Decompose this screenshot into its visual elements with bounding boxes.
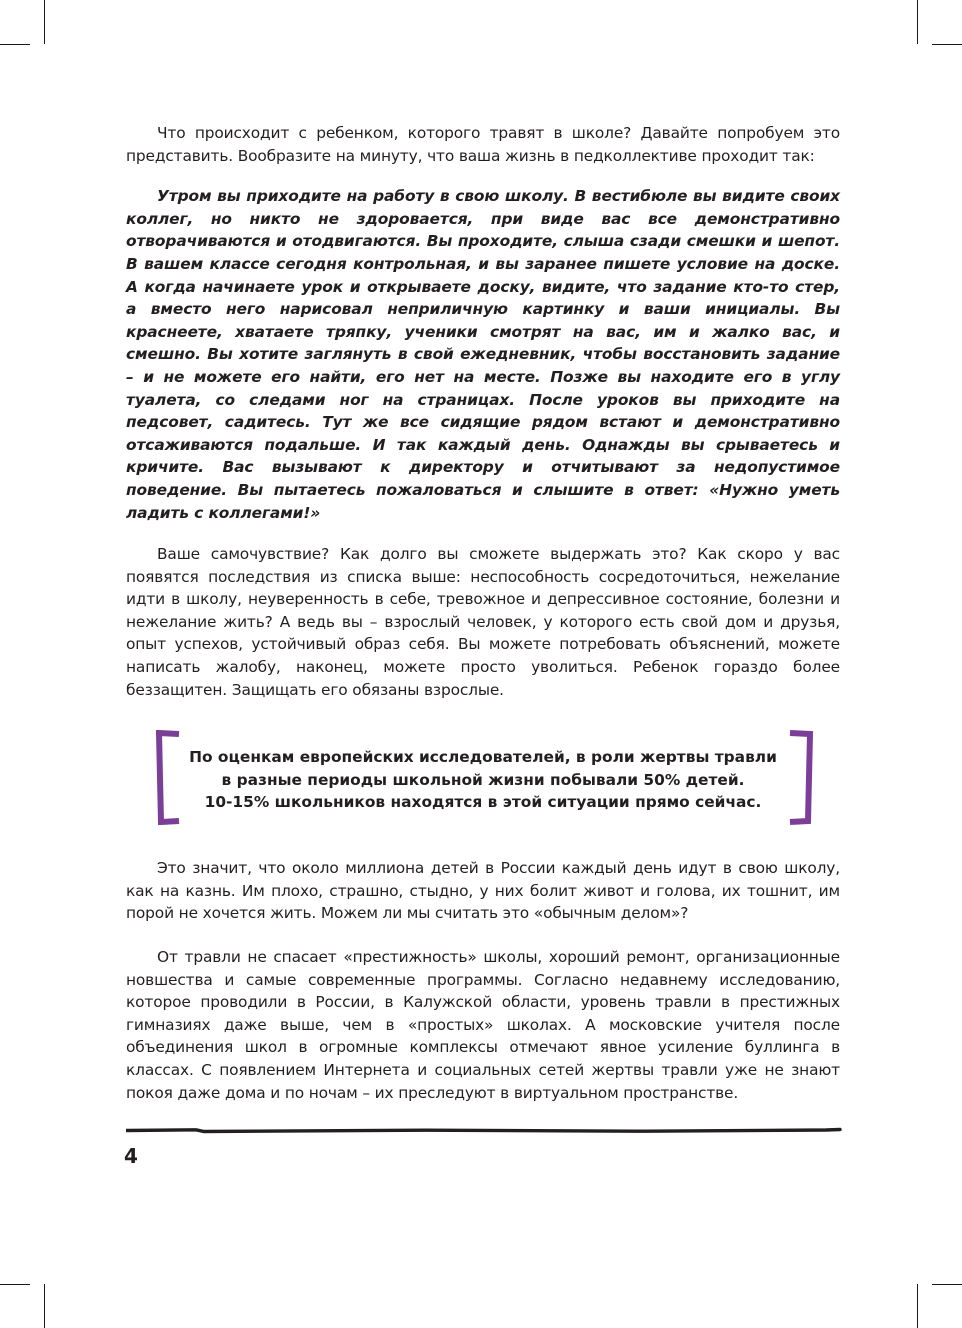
- page-number: 4: [124, 1144, 138, 1168]
- prestige-paragraph: От травли не спасает «престижность» школы, хороший ремонт, организационные новшества и самые современные программы. Согласно недавнему исследованию, которое проводили в России, в Калужской области, уровень травли в престижных гимназиях даже выше, чем в «простых» школах. А московские учителя после объединения школ в огромные комплексы отмечают явное усиление буллинга в классах. С появлением Интернета и социальных сетей жертвы травли уже не знают покоя даже дома и по ночам – их преследуют в виртуальном пространстве.: [126, 948, 840, 1102]
- crop-mark: [44, 1284, 45, 1328]
- story-paragraph: Утром вы приходите на работу в свою школу. В вестибюле вы видите своих коллег, но никто не здоровается, при виде вас все демонстративно отворачиваются и отодвигаются. Вы проходите, слыша сзади смешки и шепот. В вашем классе сегодня контрольная, и вы заранее пишете условие на доске. А когда начинаете урок и открываете доску, видите, что задание кто-то стер, а вместо него нарисовал неприличную картинку и ваши инициалы. Вы краснеете, хватаете тряпку, ученики смотрят на вас, им и жалко вас, и смешно. Вы хотите заглянуть в свой ежедневник, чтобы восстановить задание – и не можете его найти, его нет на месте. Позже вы находите его в углу туалета, со следами ног на страницах. После уроков вы приходите на педсовет, садитесь. Тут же все сидящие рядом встают и демонстративно отсаживаются подальше. И так каждый день. Однажды вы срываетесь и кричите. Вас вызывают к директору и отчитывают за недопустимое поведение. Вы пытаетесь пожаловаться и слышите в ответ: «Нужно уметь ладить с коллегами!»: [126, 187, 840, 522]
- callout-text: [126, 746, 840, 814]
- crop-mark: [0, 1284, 30, 1285]
- callout-line: в разные периоды школьной жизни побывали 50% детей.: [221, 770, 745, 789]
- crop-mark: [917, 1284, 918, 1328]
- statistics-paragraph: Это значит, что около миллиона детей в России каждый день идут в свою школу, как на казнь. Им плохо, страшно, стыдно, у них болит живот и голова, их тошнит, им порой не хочется жить. Можем ли мы считать это «обычным делом»?: [126, 859, 840, 923]
- crop-mark: [917, 0, 918, 44]
- right-bracket-icon: [788, 730, 814, 825]
- crop-mark: [0, 44, 30, 45]
- callout-line: По оценкам европейских исследователей, в роли жертвы травли: [189, 748, 777, 767]
- callout-line: 10-15% школьников находятся в этой ситуации прямо сейчас.: [204, 793, 762, 812]
- crop-mark: [44, 0, 45, 44]
- crop-mark: [932, 44, 962, 45]
- crop-mark: [932, 1284, 962, 1285]
- reflection-paragraph: Ваше самочувствие? Как долго вы сможете выдержать это? Как скоро у вас появятся последствия из списка выше: неспособность сосредоточиться, нежелание идти в школу, неуверенность в себе, тревожное и депрессивное состояние, болезни и нежелание жить? А ведь вы – взрослый человек, у которого есть свой дом и друзья, опыт успехов, устойчивый образ себя. Вы можете потребовать объяснений, можете написать жалобу, наконец, можете просто уволиться. Ребенок гораздо более беззащитен. Защищать его обязаны взрослые.: [126, 545, 840, 699]
- intro-paragraph: Что происходит с ребенком, которого травят в школе? Давайте попробуем это представить. Вообразите на минуту, что ваша жизнь в педколлективе проходит так:: [126, 124, 840, 165]
- page-body: [126, 122, 840, 1104]
- footer-rule: [126, 1126, 842, 1134]
- callout-box: [126, 730, 840, 826]
